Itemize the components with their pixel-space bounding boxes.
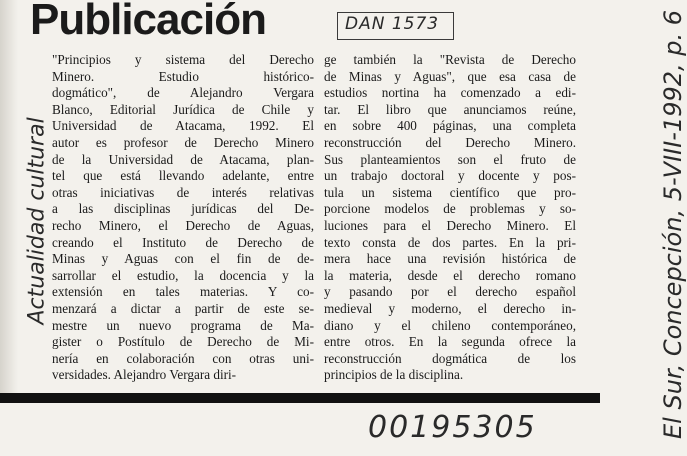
article-line: dogmático", de Alejandro Vergara — [52, 85, 314, 101]
article-line: ge también la "Revista de Derecho — [324, 52, 576, 67]
headline: Publicación — [30, 0, 266, 44]
article-line: mestre un nuevo programa de Ma- — [52, 317, 314, 333]
article-line: luciones para el Derecho Minero. El — [324, 217, 576, 233]
article-line: sarrollar el estudio, la docencia y la — [52, 267, 314, 283]
article-line: tula un sistema científico que pro- — [324, 184, 576, 200]
article-line: gister o Postítulo de Derecho de Mi- — [52, 334, 314, 350]
article-column-right — [324, 52, 576, 384]
article-line: otras iniciativas de interés relativas — [52, 184, 314, 200]
article-line: nería en colaboración con otras uni- — [52, 350, 314, 366]
article-line: mera hace una revisión histórica de — [324, 251, 576, 267]
article-line: principios de la disciplina. — [324, 367, 464, 383]
article-line: extensión en tales materias. Y co- — [52, 284, 314, 300]
article-line: Minas y Aguas con el fin de de- — [52, 251, 314, 267]
article-line: reconstrucción dogmática de los — [324, 350, 576, 366]
handwritten-catalog-code: DAN 1573 — [345, 14, 440, 34]
handwritten-archive-number: 00195305 — [368, 410, 537, 445]
bottom-rule — [0, 393, 600, 403]
article-line: de Minas y Aguas", que esa casa de — [324, 68, 576, 84]
article-line: medieval y moderno, el derecho in- — [324, 300, 576, 316]
article-line: la materia, desde el derecho romano — [324, 267, 576, 283]
article-line: entre otros. En la segunda ofrece la — [324, 334, 576, 350]
article-line: un trabajo doctoral y docente y pos- — [324, 168, 576, 184]
article-line: Blanco, Editorial Jurídica de Chile y — [52, 101, 314, 117]
article-line: tel que está llevando adelante, entre — [52, 168, 314, 184]
article-line: "Principios y sistema del Derecho — [52, 52, 314, 67]
article-line: Universidad de Atacama, 1992. El — [52, 118, 314, 134]
handwritten-source-note: El Sur, Concepción, 5-VIII-1992, p. 6 — [659, 9, 687, 439]
article-line: creando el Instituto de Derecho de — [52, 234, 314, 250]
article-line: a las disciplinas jurídicas del De- — [52, 201, 314, 217]
article-line: menzará a dictar a partir de este se- — [52, 300, 314, 316]
article-line: y pasando por el derecho español — [324, 284, 576, 300]
article-line: recho Minero, el Derecho de Aguas, — [52, 217, 314, 233]
paper-edge-shadow — [0, 0, 18, 393]
article-line: estudios nortina ha comenzado a edi- — [324, 85, 576, 101]
article-line: Minero. Estudio histórico- — [52, 68, 314, 84]
handwritten-section-note: Actualidad cultural — [24, 117, 50, 325]
article-line: de la Universidad de Atacama, plan- — [52, 151, 314, 167]
article-line: porcione modelos de problemas y so- — [324, 201, 576, 217]
article-line: diano y el chileno contemporáneo, — [324, 317, 576, 333]
article-column-left — [52, 52, 314, 384]
article-line: autor es profesor de Derecho Minero — [52, 134, 314, 150]
article-line: texto consta de dos partes. En la pri- — [324, 234, 576, 250]
article-line: versidades. Alejandro Vergara diri- — [52, 367, 237, 383]
article-line: reconstrucción del Derecho Minero. — [324, 134, 576, 150]
article-line: tar. El libro que anunciamos reúne, — [324, 101, 576, 117]
article-line: en sobre 400 páginas, una completa — [324, 118, 576, 134]
article-line: Sus planteamientos son el fruto de — [324, 151, 576, 167]
